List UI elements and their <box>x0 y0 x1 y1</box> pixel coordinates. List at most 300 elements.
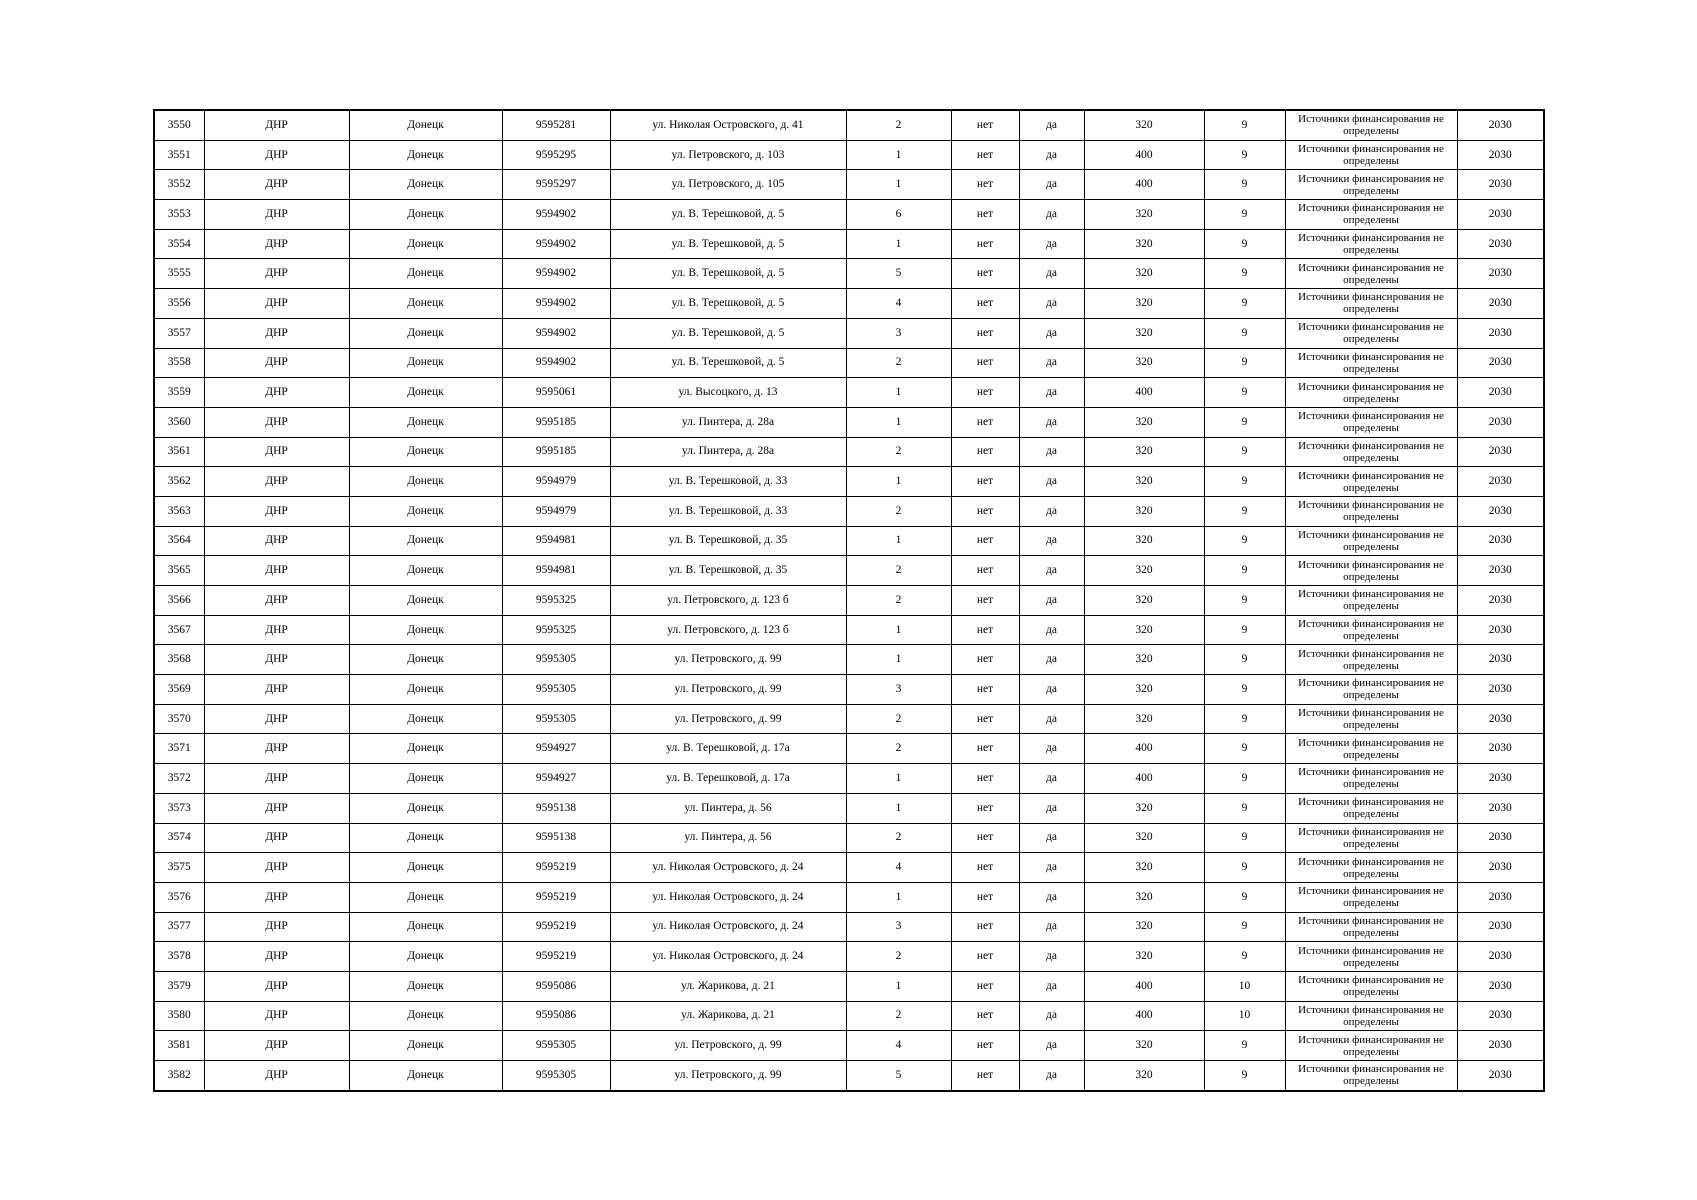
year-cell: 2030 <box>1457 823 1544 853</box>
table-row <box>154 615 1544 645</box>
floors-cell: 9 <box>1204 170 1285 200</box>
object-code-cell: 9595297 <box>502 170 610 200</box>
col-7-cell: нет <box>951 200 1019 230</box>
table-row <box>154 734 1544 764</box>
table-row <box>154 764 1544 794</box>
table-row <box>154 912 1544 942</box>
address-cell: ул. Петровского, д. 99 <box>610 645 846 675</box>
row-number-cell: 3574 <box>154 823 204 853</box>
city-cell: Донецк <box>349 318 502 348</box>
table-row <box>154 407 1544 437</box>
row-number-cell: 3558 <box>154 348 204 378</box>
capacity-cell: 320 <box>1084 1031 1204 1061</box>
capacity-cell: 320 <box>1084 496 1204 526</box>
funding-source-cell: Источники финансирования не определены <box>1285 615 1457 645</box>
row-number-cell: 3561 <box>154 437 204 467</box>
region-cell: ДНР <box>204 318 349 348</box>
table-row <box>154 526 1544 556</box>
col-8-cell: да <box>1019 882 1084 912</box>
row-number-cell: 3581 <box>154 1031 204 1061</box>
object-code-cell: 9595281 <box>502 110 610 140</box>
entrance-cell: 1 <box>846 229 951 259</box>
capacity-cell: 320 <box>1084 259 1204 289</box>
year-cell: 2030 <box>1457 971 1544 1001</box>
col-8-cell: да <box>1019 289 1084 319</box>
col-8-cell: да <box>1019 526 1084 556</box>
floors-cell: 9 <box>1204 496 1285 526</box>
object-code-cell: 9595305 <box>502 675 610 705</box>
col-8-cell: да <box>1019 110 1084 140</box>
capacity-cell: 320 <box>1084 586 1204 616</box>
entrance-cell: 1 <box>846 170 951 200</box>
col-7-cell: нет <box>951 912 1019 942</box>
address-cell: ул. В. Терешковой, д. 17а <box>610 734 846 764</box>
table-row <box>154 971 1544 1001</box>
col-7-cell: нет <box>951 645 1019 675</box>
entrance-cell: 4 <box>846 1031 951 1061</box>
row-number-cell: 3568 <box>154 645 204 675</box>
year-cell: 2030 <box>1457 140 1544 170</box>
col-8-cell: да <box>1019 645 1084 675</box>
col-8-cell: да <box>1019 140 1084 170</box>
address-cell: ул. Петровского, д. 99 <box>610 1061 846 1091</box>
object-code-cell: 9595219 <box>502 853 610 883</box>
funding-source-cell: Источники финансирования не определены <box>1285 170 1457 200</box>
row-number-cell: 3578 <box>154 942 204 972</box>
city-cell: Донецк <box>349 1061 502 1091</box>
city-cell: Донецк <box>349 437 502 467</box>
capacity-cell: 320 <box>1084 200 1204 230</box>
city-cell: Донецк <box>349 1031 502 1061</box>
floors-cell: 9 <box>1204 348 1285 378</box>
table-row <box>154 437 1544 467</box>
region-cell: ДНР <box>204 1061 349 1091</box>
floors-cell: 10 <box>1204 1001 1285 1031</box>
col-8-cell: да <box>1019 1001 1084 1031</box>
address-cell: ул. Петровского, д. 99 <box>610 1031 846 1061</box>
year-cell: 2030 <box>1457 1061 1544 1091</box>
funding-source-cell: Источники финансирования не определены <box>1285 556 1457 586</box>
col-8-cell: да <box>1019 170 1084 200</box>
col-7-cell: нет <box>951 882 1019 912</box>
year-cell: 2030 <box>1457 496 1544 526</box>
row-number-cell: 3577 <box>154 912 204 942</box>
floors-cell: 9 <box>1204 110 1285 140</box>
registry-table <box>153 109 1545 1092</box>
floors-cell: 9 <box>1204 259 1285 289</box>
row-number-cell: 3560 <box>154 407 204 437</box>
col-8-cell: да <box>1019 764 1084 794</box>
capacity-cell: 320 <box>1084 912 1204 942</box>
object-code-cell: 9594981 <box>502 556 610 586</box>
year-cell: 2030 <box>1457 556 1544 586</box>
col-7-cell: нет <box>951 734 1019 764</box>
address-cell: ул. Петровского, д. 99 <box>610 675 846 705</box>
city-cell: Донецк <box>349 853 502 883</box>
floors-cell: 9 <box>1204 318 1285 348</box>
funding-source-cell: Источники финансирования не определены <box>1285 140 1457 170</box>
address-cell: ул. Пинтера, д. 28а <box>610 407 846 437</box>
region-cell: ДНР <box>204 764 349 794</box>
capacity-cell: 320 <box>1084 675 1204 705</box>
address-cell: ул. Петровского, д. 103 <box>610 140 846 170</box>
floors-cell: 9 <box>1204 942 1285 972</box>
row-number-cell: 3570 <box>154 704 204 734</box>
entrance-cell: 1 <box>846 615 951 645</box>
year-cell: 2030 <box>1457 675 1544 705</box>
city-cell: Донецк <box>349 1001 502 1031</box>
col-7-cell: нет <box>951 823 1019 853</box>
address-cell: ул. Петровского, д. 123 б <box>610 586 846 616</box>
funding-source-cell: Источники финансирования не определены <box>1285 1001 1457 1031</box>
col-7-cell: нет <box>951 140 1019 170</box>
col-8-cell: да <box>1019 586 1084 616</box>
floors-cell: 9 <box>1204 586 1285 616</box>
object-code-cell: 9595086 <box>502 971 610 1001</box>
floors-cell: 9 <box>1204 704 1285 734</box>
col-7-cell: нет <box>951 764 1019 794</box>
entrance-cell: 2 <box>846 823 951 853</box>
col-7-cell: нет <box>951 437 1019 467</box>
col-7-cell: нет <box>951 1031 1019 1061</box>
city-cell: Донецк <box>349 229 502 259</box>
capacity-cell: 320 <box>1084 793 1204 823</box>
table-row <box>154 110 1544 140</box>
funding-source-cell: Источники финансирования не определены <box>1285 437 1457 467</box>
floors-cell: 9 <box>1204 289 1285 319</box>
city-cell: Донецк <box>349 971 502 1001</box>
address-cell: ул. Петровского, д. 105 <box>610 170 846 200</box>
region-cell: ДНР <box>204 289 349 319</box>
address-cell: ул. Пинтера, д. 28а <box>610 437 846 467</box>
table-row <box>154 1061 1544 1091</box>
capacity-cell: 320 <box>1084 348 1204 378</box>
region-cell: ДНР <box>204 467 349 497</box>
address-cell: ул. Пинтера, д. 56 <box>610 823 846 853</box>
floors-cell: 9 <box>1204 467 1285 497</box>
capacity-cell: 320 <box>1084 467 1204 497</box>
entrance-cell: 6 <box>846 200 951 230</box>
funding-source-cell: Источники финансирования не определены <box>1285 942 1457 972</box>
capacity-cell: 320 <box>1084 645 1204 675</box>
funding-source-cell: Источники финансирования не определены <box>1285 378 1457 408</box>
floors-cell: 9 <box>1204 793 1285 823</box>
year-cell: 2030 <box>1457 586 1544 616</box>
table-row <box>154 318 1544 348</box>
region-cell: ДНР <box>204 942 349 972</box>
year-cell: 2030 <box>1457 1001 1544 1031</box>
row-number-cell: 3550 <box>154 110 204 140</box>
address-cell: ул. В. Терешковой, д. 5 <box>610 229 846 259</box>
entrance-cell: 4 <box>846 853 951 883</box>
city-cell: Донецк <box>349 526 502 556</box>
col-8-cell: да <box>1019 675 1084 705</box>
entrance-cell: 1 <box>846 526 951 556</box>
col-8-cell: да <box>1019 437 1084 467</box>
capacity-cell: 320 <box>1084 882 1204 912</box>
row-number-cell: 3552 <box>154 170 204 200</box>
col-8-cell: да <box>1019 853 1084 883</box>
year-cell: 2030 <box>1457 467 1544 497</box>
table-row <box>154 556 1544 586</box>
address-cell: ул. В. Терешковой, д. 33 <box>610 496 846 526</box>
city-cell: Донецк <box>349 586 502 616</box>
city-cell: Донецк <box>349 764 502 794</box>
entrance-cell: 1 <box>846 793 951 823</box>
year-cell: 2030 <box>1457 200 1544 230</box>
city-cell: Донецк <box>349 467 502 497</box>
funding-source-cell: Источники финансирования не определены <box>1285 200 1457 230</box>
table-row <box>154 586 1544 616</box>
capacity-cell: 400 <box>1084 140 1204 170</box>
capacity-cell: 320 <box>1084 853 1204 883</box>
address-cell: ул. Николая Островского, д. 24 <box>610 942 846 972</box>
table-row <box>154 793 1544 823</box>
address-cell: ул. В. Терешковой, д. 33 <box>610 467 846 497</box>
capacity-cell: 320 <box>1084 704 1204 734</box>
object-code-cell: 9594902 <box>502 259 610 289</box>
address-cell: ул. Николая Островского, д. 24 <box>610 853 846 883</box>
address-cell: ул. В. Терешковой, д. 5 <box>610 289 846 319</box>
entrance-cell: 2 <box>846 110 951 140</box>
row-number-cell: 3556 <box>154 289 204 319</box>
year-cell: 2030 <box>1457 289 1544 319</box>
floors-cell: 9 <box>1204 615 1285 645</box>
city-cell: Донецк <box>349 912 502 942</box>
object-code-cell: 9595219 <box>502 912 610 942</box>
col-8-cell: да <box>1019 556 1084 586</box>
funding-source-cell: Источники финансирования не определены <box>1285 882 1457 912</box>
region-cell: ДНР <box>204 1031 349 1061</box>
floors-cell: 10 <box>1204 971 1285 1001</box>
table-row <box>154 675 1544 705</box>
col-7-cell: нет <box>951 793 1019 823</box>
row-number-cell: 3562 <box>154 467 204 497</box>
object-code-cell: 9594927 <box>502 764 610 794</box>
address-cell: ул. В. Терешковой, д. 5 <box>610 200 846 230</box>
capacity-cell: 320 <box>1084 942 1204 972</box>
col-7-cell: нет <box>951 496 1019 526</box>
capacity-cell: 400 <box>1084 170 1204 200</box>
address-cell: ул. Николая Островского, д. 24 <box>610 912 846 942</box>
address-cell: ул. Петровского, д. 99 <box>610 704 846 734</box>
address-cell: ул. В. Терешковой, д. 5 <box>610 318 846 348</box>
object-code-cell: 9595305 <box>502 1031 610 1061</box>
col-7-cell: нет <box>951 378 1019 408</box>
row-number-cell: 3576 <box>154 882 204 912</box>
address-cell: ул. Жарикова, д. 21 <box>610 971 846 1001</box>
table-row <box>154 229 1544 259</box>
address-cell: ул. Жарикова, д. 21 <box>610 1001 846 1031</box>
entrance-cell: 2 <box>846 734 951 764</box>
col-7-cell: нет <box>951 318 1019 348</box>
object-code-cell: 9595305 <box>502 1061 610 1091</box>
year-cell: 2030 <box>1457 704 1544 734</box>
row-number-cell: 3551 <box>154 140 204 170</box>
funding-source-cell: Источники финансирования не определены <box>1285 1031 1457 1061</box>
address-cell: ул. В. Терешковой, д. 35 <box>610 556 846 586</box>
col-8-cell: да <box>1019 407 1084 437</box>
object-code-cell: 9594902 <box>502 200 610 230</box>
col-7-cell: нет <box>951 586 1019 616</box>
entrance-cell: 2 <box>846 1001 951 1031</box>
address-cell: ул. В. Терешковой, д. 35 <box>610 526 846 556</box>
object-code-cell: 9595086 <box>502 1001 610 1031</box>
table-row <box>154 467 1544 497</box>
city-cell: Донецк <box>349 170 502 200</box>
floors-cell: 9 <box>1204 853 1285 883</box>
col-8-cell: да <box>1019 259 1084 289</box>
funding-source-cell: Источники финансирования не определены <box>1285 318 1457 348</box>
col-8-cell: да <box>1019 378 1084 408</box>
row-number-cell: 3563 <box>154 496 204 526</box>
funding-source-cell: Источники финансирования не определены <box>1285 823 1457 853</box>
year-cell: 2030 <box>1457 734 1544 764</box>
table-row <box>154 1001 1544 1031</box>
region-cell: ДНР <box>204 200 349 230</box>
funding-source-cell: Источники финансирования не определены <box>1285 110 1457 140</box>
table-row <box>154 645 1544 675</box>
year-cell: 2030 <box>1457 318 1544 348</box>
funding-source-cell: Источники финансирования не определены <box>1285 645 1457 675</box>
capacity-cell: 320 <box>1084 289 1204 319</box>
city-cell: Донецк <box>349 378 502 408</box>
col-7-cell: нет <box>951 407 1019 437</box>
address-cell: ул. В. Терешковой, д. 5 <box>610 348 846 378</box>
capacity-cell: 320 <box>1084 526 1204 556</box>
year-cell: 2030 <box>1457 912 1544 942</box>
floors-cell: 9 <box>1204 645 1285 675</box>
funding-source-cell: Источники финансирования не определены <box>1285 704 1457 734</box>
floors-cell: 9 <box>1204 912 1285 942</box>
city-cell: Донецк <box>349 140 502 170</box>
floors-cell: 9 <box>1204 1031 1285 1061</box>
funding-source-cell: Источники финансирования не определены <box>1285 1061 1457 1091</box>
row-number-cell: 3571 <box>154 734 204 764</box>
object-code-cell: 9595325 <box>502 586 610 616</box>
col-7-cell: нет <box>951 170 1019 200</box>
col-8-cell: да <box>1019 823 1084 853</box>
row-number-cell: 3575 <box>154 853 204 883</box>
funding-source-cell: Источники финансирования не определены <box>1285 793 1457 823</box>
region-cell: ДНР <box>204 348 349 378</box>
floors-cell: 9 <box>1204 734 1285 764</box>
entrance-cell: 2 <box>846 704 951 734</box>
col-7-cell: нет <box>951 853 1019 883</box>
region-cell: ДНР <box>204 407 349 437</box>
entrance-cell: 1 <box>846 140 951 170</box>
row-number-cell: 3553 <box>154 200 204 230</box>
object-code-cell: 9595305 <box>502 704 610 734</box>
row-number-cell: 3582 <box>154 1061 204 1091</box>
floors-cell: 9 <box>1204 229 1285 259</box>
region-cell: ДНР <box>204 675 349 705</box>
city-cell: Донецк <box>349 615 502 645</box>
capacity-cell: 320 <box>1084 823 1204 853</box>
table-row <box>154 200 1544 230</box>
address-cell: ул. Николая Островского, д. 24 <box>610 882 846 912</box>
object-code-cell: 9595325 <box>502 615 610 645</box>
col-7-cell: нет <box>951 1001 1019 1031</box>
funding-source-cell: Источники финансирования не определены <box>1285 229 1457 259</box>
table-row <box>154 704 1544 734</box>
table-row <box>154 853 1544 883</box>
col-8-cell: да <box>1019 704 1084 734</box>
city-cell: Донецк <box>349 110 502 140</box>
table-row <box>154 259 1544 289</box>
col-7-cell: нет <box>951 110 1019 140</box>
object-code-cell: 9594981 <box>502 526 610 556</box>
row-number-cell: 3555 <box>154 259 204 289</box>
capacity-cell: 400 <box>1084 1001 1204 1031</box>
object-code-cell: 9595138 <box>502 793 610 823</box>
region-cell: ДНР <box>204 645 349 675</box>
city-cell: Донецк <box>349 348 502 378</box>
entrance-cell: 1 <box>846 407 951 437</box>
col-8-cell: да <box>1019 912 1084 942</box>
entrance-cell: 1 <box>846 645 951 675</box>
entrance-cell: 1 <box>846 467 951 497</box>
capacity-cell: 400 <box>1084 734 1204 764</box>
floors-cell: 9 <box>1204 407 1285 437</box>
region-cell: ДНР <box>204 823 349 853</box>
region-cell: ДНР <box>204 259 349 289</box>
col-7-cell: нет <box>951 289 1019 319</box>
col-7-cell: нет <box>951 1061 1019 1091</box>
city-cell: Донецк <box>349 882 502 912</box>
row-number-cell: 3569 <box>154 675 204 705</box>
row-number-cell: 3557 <box>154 318 204 348</box>
region-cell: ДНР <box>204 586 349 616</box>
region-cell: ДНР <box>204 526 349 556</box>
year-cell: 2030 <box>1457 229 1544 259</box>
col-8-cell: да <box>1019 1061 1084 1091</box>
year-cell: 2030 <box>1457 259 1544 289</box>
region-cell: ДНР <box>204 140 349 170</box>
year-cell: 2030 <box>1457 110 1544 140</box>
year-cell: 2030 <box>1457 407 1544 437</box>
region-cell: ДНР <box>204 853 349 883</box>
funding-source-cell: Источники финансирования не определены <box>1285 407 1457 437</box>
col-7-cell: нет <box>951 229 1019 259</box>
year-cell: 2030 <box>1457 793 1544 823</box>
funding-source-cell: Источники финансирования не определены <box>1285 496 1457 526</box>
year-cell: 2030 <box>1457 764 1544 794</box>
floors-cell: 9 <box>1204 556 1285 586</box>
col-8-cell: да <box>1019 615 1084 645</box>
col-7-cell: нет <box>951 526 1019 556</box>
region-cell: ДНР <box>204 734 349 764</box>
funding-source-cell: Источники финансирования не определены <box>1285 348 1457 378</box>
capacity-cell: 320 <box>1084 229 1204 259</box>
year-cell: 2030 <box>1457 853 1544 883</box>
city-cell: Донецк <box>349 793 502 823</box>
entrance-cell: 3 <box>846 912 951 942</box>
floors-cell: 9 <box>1204 882 1285 912</box>
region-cell: ДНР <box>204 378 349 408</box>
region-cell: ДНР <box>204 912 349 942</box>
entrance-cell: 1 <box>846 764 951 794</box>
floors-cell: 9 <box>1204 764 1285 794</box>
row-number-cell: 3566 <box>154 586 204 616</box>
year-cell: 2030 <box>1457 942 1544 972</box>
entrance-cell: 2 <box>846 586 951 616</box>
capacity-cell: 320 <box>1084 407 1204 437</box>
capacity-cell: 320 <box>1084 318 1204 348</box>
document-page <box>153 109 1543 1092</box>
city-cell: Донецк <box>349 259 502 289</box>
city-cell: Донецк <box>349 289 502 319</box>
